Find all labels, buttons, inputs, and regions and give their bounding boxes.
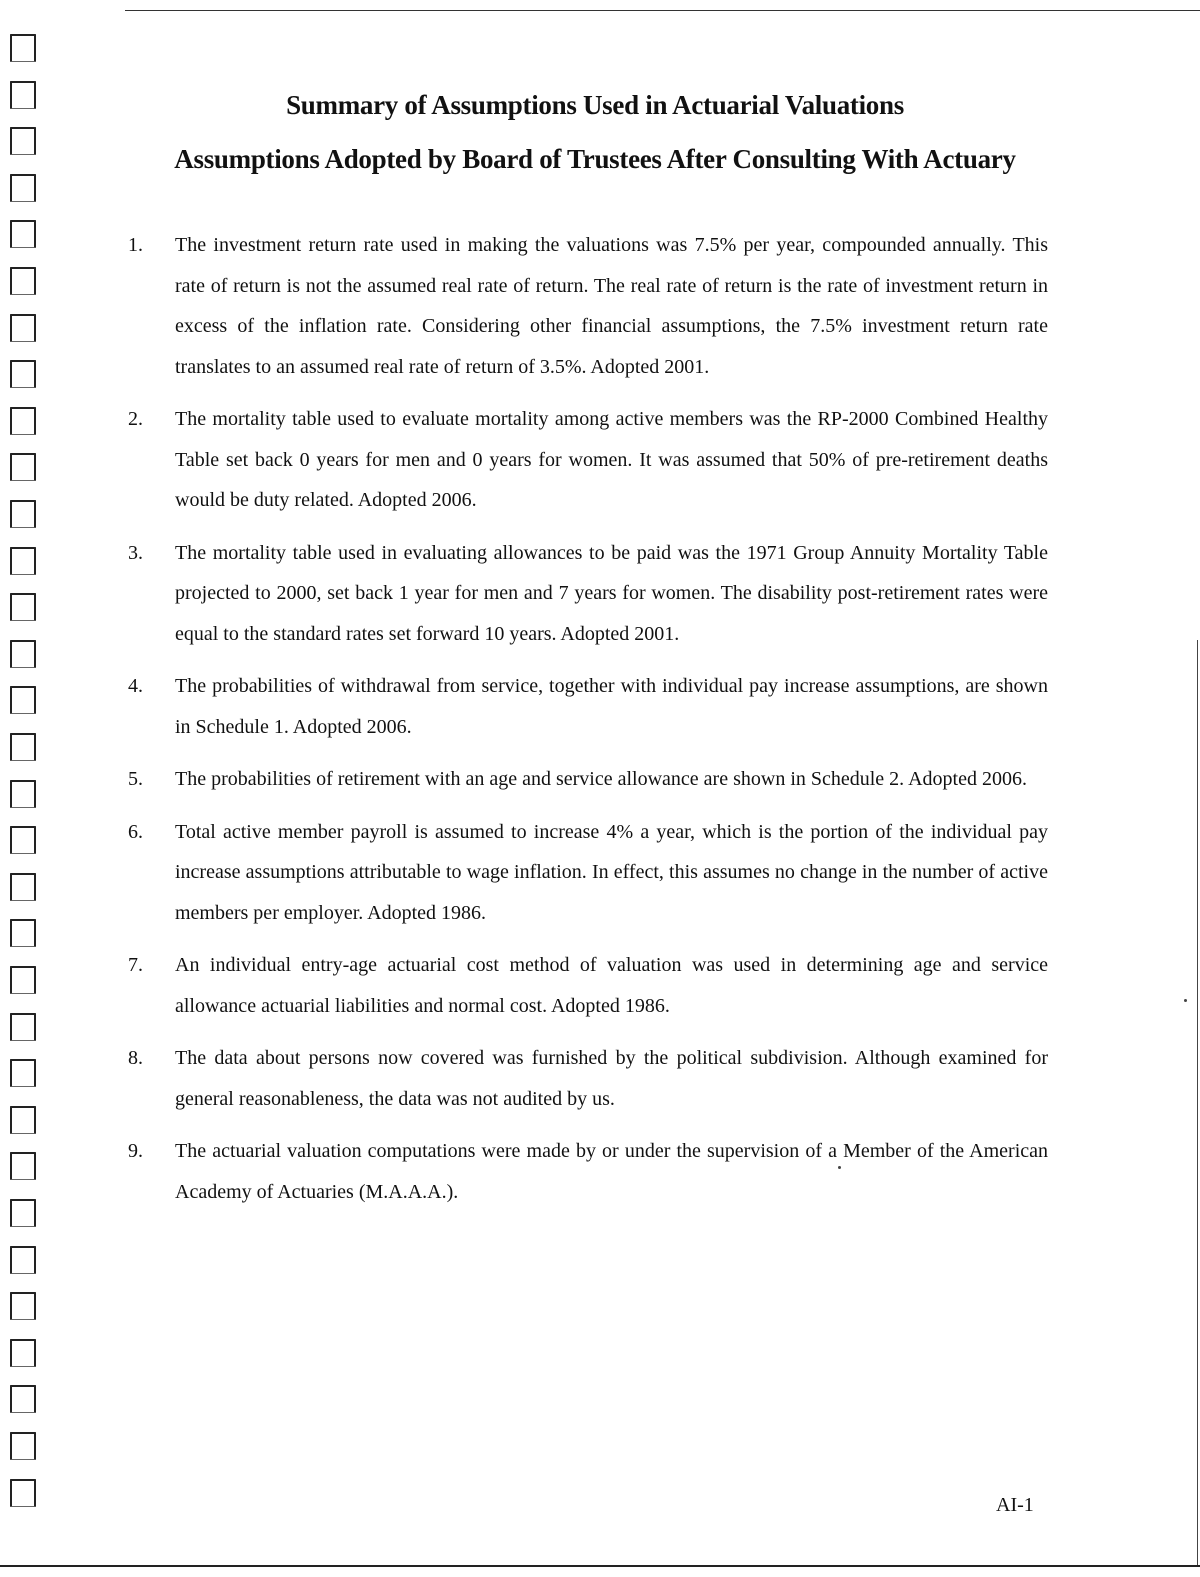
binder-hole <box>10 1479 36 1507</box>
item-number: 9. <box>128 1140 143 1162</box>
binder-hole <box>10 780 36 808</box>
item-number: 8. <box>128 1047 143 1069</box>
item-number: 5. <box>128 768 143 790</box>
item-text: The actuarial valuation computations were made by or under the supervision of a Member of the American Academy of Actuaries (M.A.A.A.). <box>175 1140 1048 1203</box>
list-item <box>128 1131 1048 1212</box>
item-number: 4. <box>128 675 143 697</box>
binder-hole <box>10 826 36 854</box>
item-number: 7. <box>128 954 143 976</box>
list-item <box>128 225 1048 387</box>
scan-speck <box>1184 999 1187 1002</box>
binder-hole <box>10 1292 36 1320</box>
item-number: 3. <box>128 541 143 564</box>
binder-hole <box>10 174 36 202</box>
item-text: An individual entry-age actuarial cost method of valuation was used in determining age and service allowance actuarial liabilities and normal cost. Adopted 1986. <box>175 954 1048 1017</box>
item-text: The data about persons now covered was furnished by the political subdivision. Although examined for general reasonableness, the data was not audited by us. <box>175 1047 1048 1110</box>
right-edge-rule <box>1197 640 1198 1565</box>
binder-hole <box>10 1385 36 1413</box>
item-number: 1. <box>128 234 143 256</box>
page-number: AI-1 <box>996 1494 1034 1516</box>
binder-hole <box>10 127 36 155</box>
binder-hole <box>10 966 36 994</box>
assumption-list <box>128 225 1048 1224</box>
list-item <box>128 759 1048 800</box>
binder-hole <box>10 314 36 342</box>
binder-hole <box>10 733 36 761</box>
binder-hole <box>10 1432 36 1460</box>
binder-hole <box>10 873 36 901</box>
item-text: The probabilities of withdrawal from service, together with individual pay increase assumptions, are shown in Schedule 1. Adopted 2006. <box>175 675 1048 738</box>
bottom-rule <box>0 1565 1200 1567</box>
binder-hole <box>10 360 36 388</box>
binder-hole <box>10 1199 36 1227</box>
binder-hole <box>10 547 36 575</box>
binder-hole <box>10 1059 36 1087</box>
item-number: 6. <box>128 820 143 843</box>
item-text: The mortality table used in evaluating allowances to be paid was the 1971 Group Annuity Mortality Table projected to 2000, set back 1 year for men and 7 years for women. The disability post-retirement rates were equal to the standard rates set forward 10 years. Adopted 2001. <box>175 541 1048 645</box>
binder-hole <box>10 1013 36 1041</box>
binder-hole <box>10 1339 36 1367</box>
item-text: The investment return rate used in making the valuations was 7.5% per year, compounded annually. This rate of return is not the assumed real rate of return. The real rate of return is the rate of investment return in excess of the inflation rate. Considering other financial assumptions, the 7.5% investment return rate translates to an assumed real rate of return of 3.5%. Adopted 2001. <box>175 234 1048 378</box>
list-item <box>128 666 1048 747</box>
binder-hole <box>10 267 36 295</box>
list-item <box>128 812 1048 934</box>
binder-hole <box>10 640 36 668</box>
binder-hole <box>10 220 36 248</box>
binder-holes <box>6 0 46 1560</box>
list-item <box>128 945 1048 1026</box>
binder-hole <box>10 593 36 621</box>
binder-hole <box>10 1106 36 1134</box>
list-item <box>128 533 1048 655</box>
list-item <box>128 1038 1048 1119</box>
binder-hole <box>10 1246 36 1274</box>
item-text: The probabilities of retirement with an age and service allowance are shown in Schedule 2. Adopted 2006. <box>175 768 1027 790</box>
list-item <box>128 399 1048 521</box>
binder-hole <box>10 81 36 109</box>
binder-hole <box>10 1152 36 1180</box>
top-rule <box>125 10 1200 11</box>
binder-hole <box>10 34 36 62</box>
binder-hole <box>10 500 36 528</box>
item-number: 2. <box>128 408 143 430</box>
page-subtitle: Assumptions Adopted by Board of Trustees After Consulting With Actuary <box>174 144 1016 174</box>
binder-hole <box>10 407 36 435</box>
page-title: Summary of Assumptions Used in Actuarial Valuations <box>286 90 904 120</box>
binder-hole <box>10 686 36 714</box>
item-text: Total active member payroll is assumed to increase 4% a year, which is the portion of the individual pay increase assumptions attributable to wage inflation. In effect, this assumes no change in the number of active members per employer. Adopted 1986. <box>175 820 1048 924</box>
binder-hole <box>10 919 36 947</box>
item-text: The mortality table used to evaluate mortality among active members was the RP-2000 Combined Healthy Table set back 0 years for men and 0 years for women. It was assumed that 50% of pre-retirement deaths would be duty related. Adopted 2006. <box>175 408 1048 511</box>
scan-speck <box>838 1166 841 1169</box>
binder-hole <box>10 453 36 481</box>
